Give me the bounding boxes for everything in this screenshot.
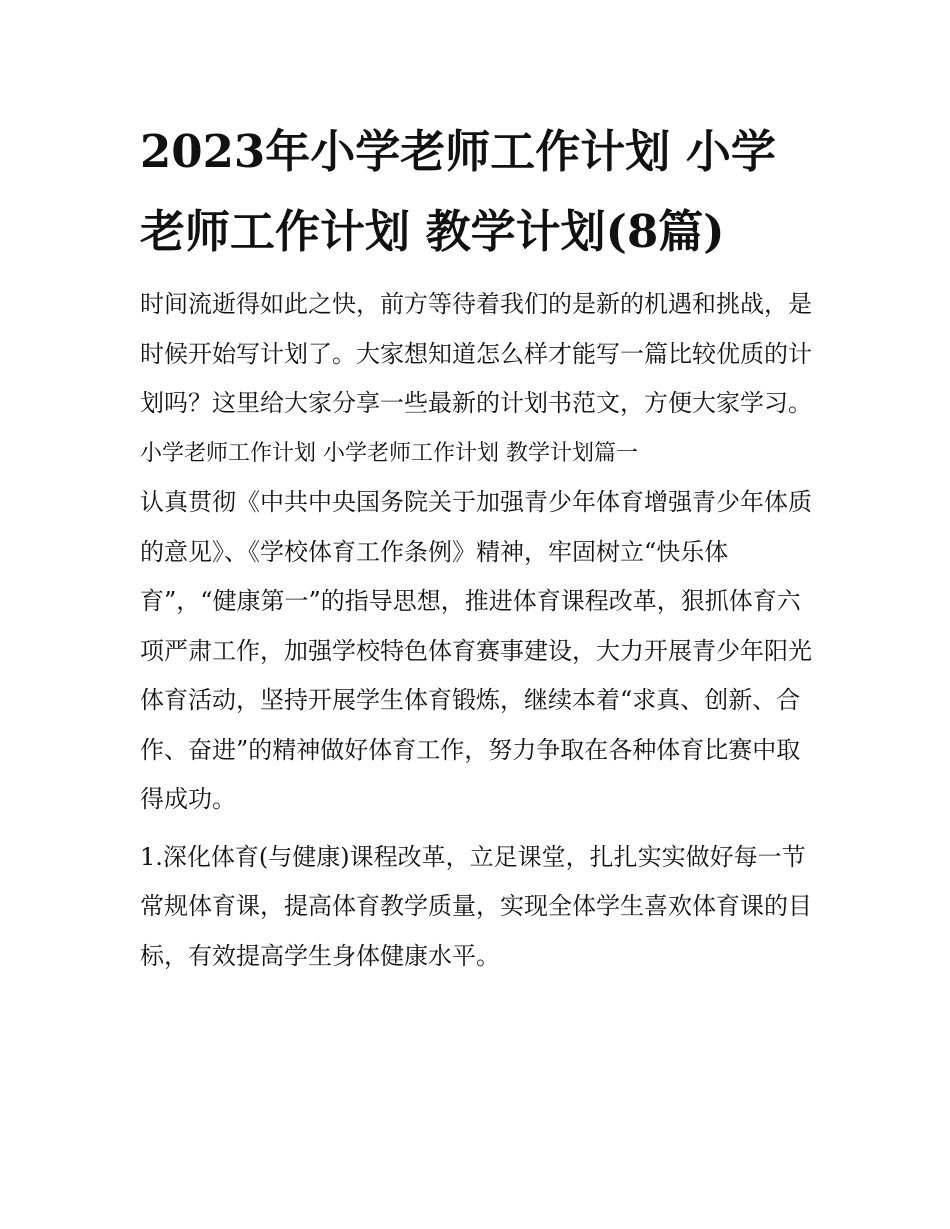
section-heading: 小学老师工作计划 小学老师工作计划 教学计划篇一	[140, 440, 638, 466]
document-page	[140, 112, 820, 981]
body-paragraph-2: 1.深化体育(与健康)课程改革，立足课堂，扎扎实实做好每一节常规体育课，提高体育教学质量，实现全体学生喜欢体育课的目标，有效提高学生身体健康水平。	[140, 842, 812, 970]
document-title: 2023年小学老师工作计划 小学老师工作计划 教学计划(8篇)	[140, 125, 776, 258]
intro-paragraph: 时间流逝得如此之快，前方等待着我们的是新的机遇和挑战，是时候开始写计划了。大家想知道怎么样才能写一篇比较优质的计划吗？这里给大家分享一些最新的计划书范文，方便大家学习。	[140, 290, 812, 417]
body-paragraph-1: 认真贯彻《中共中央国务院关于加强青少年体育增强青少年体质的意见》、《学校体育工作条例》精神，牢固树立“快乐体育”，“健康第一”的指导思想，推进体育课程改革，狠抓体育六项严肃工作，加强学校特色体育赛事建设，大力开展青少年阳光体育活动，坚持开展学生体育锻炼，继续本着“求真、创新、合作、奋进”的精神做好体育工作，努力争取在各种体育比赛中取得成功。	[140, 488, 812, 813]
